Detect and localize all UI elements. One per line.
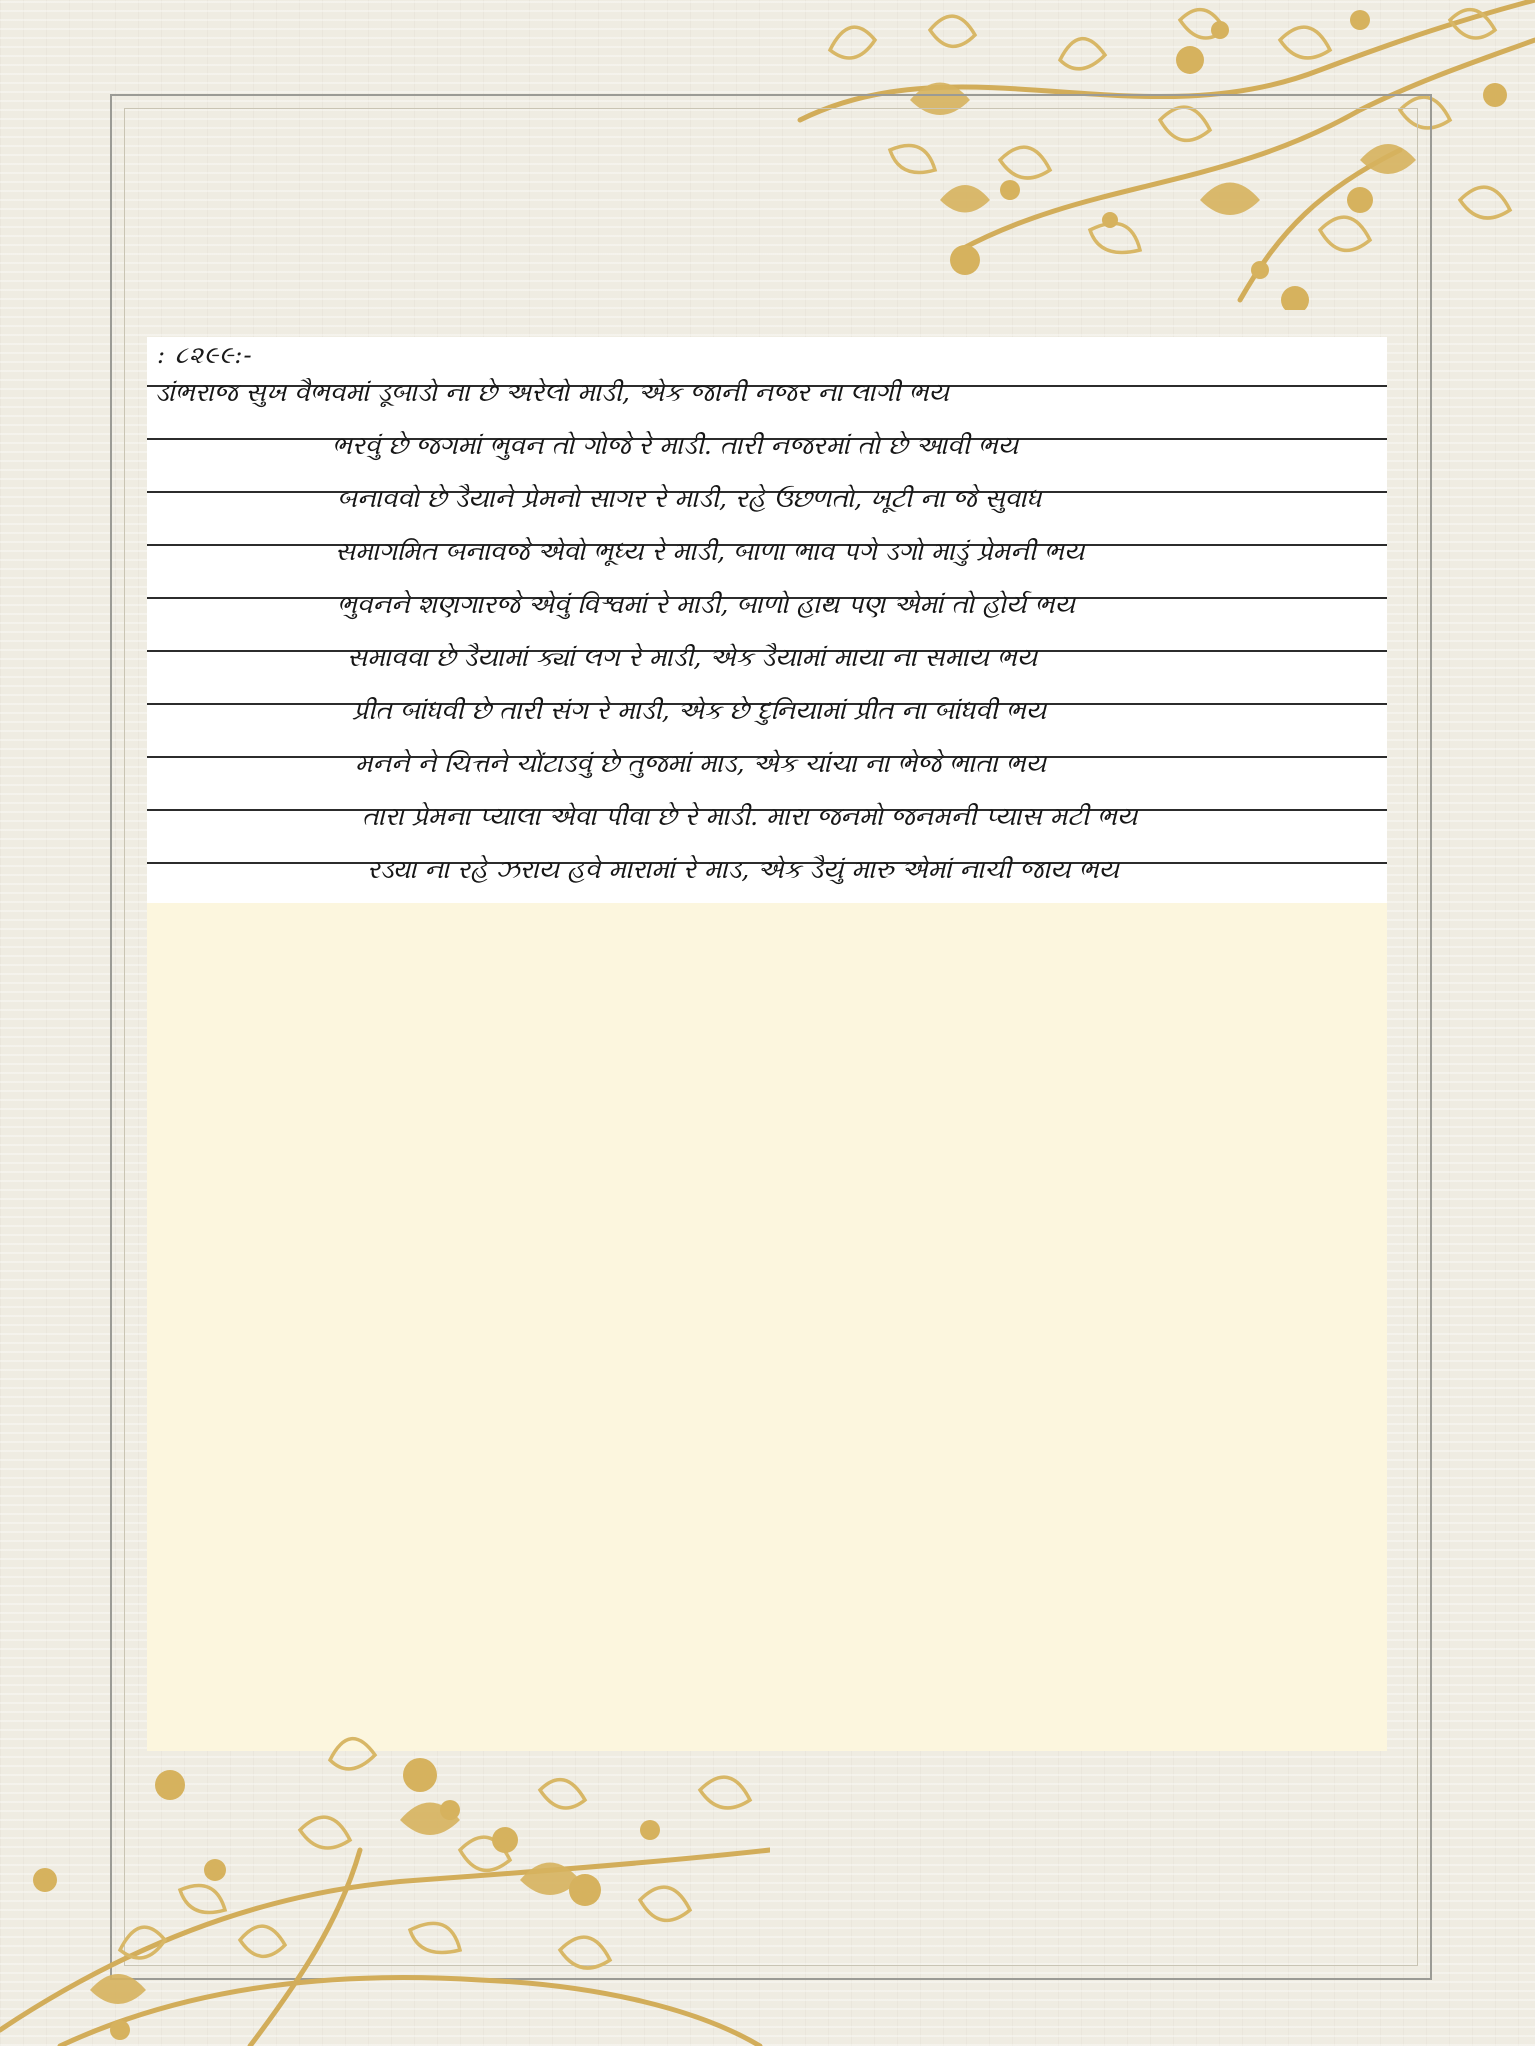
golden-branch-icon [0,1730,770,2046]
note-line: રડ્યા ના રહે ઝરાય હવે મારામાં રે માડ, એક ડૈયું મારુ એમાં નાચી જાય ભય [367,855,1120,884]
note-line: મનને ને ચિત્તને ચોંટાડવું છે તુજમાં માડ, એક ચાંચા ના ભેજે ભાતા ભય [355,749,1047,778]
handwritten-note [147,337,1387,903]
note-line: સમાગમિત બનાવજે એવો ભૂધ્ય રે માડી, બાળા ભાવ પગે ડગો માડું પ્રેમની ભય [335,537,1085,566]
note-line: પ્રીત બાંધવી છે તારી સંગ રે માડી, એક છે દુનિયામાં પ્રીત ના બાંધવી ભય [352,696,1047,725]
note-line: ભુવનને શણગારજે એવું વિશ્વમાં રે માડી, બાળો હાથ પણ એમાં તો હોર્ય ભય [337,590,1076,619]
note-line: ડાંભરાજ સુખ વૈભવમાં ડૂબાડો ના છે અરેલો માડી, એક જાની નજર ના લાગી ભય [155,378,950,407]
note-line: સમાવવા છે ડૈયામાં ક્યાં લગ રે માડી, એક ડૈયામાં માયા ના સમાય ભય [347,643,1038,672]
note-header: : ૮૨૯૯:- [157,341,253,369]
note-line: તારા પ્રેમના પ્યાલા એવા પીવા છે રે માડી. મારા જનમો જનમની પ્યાસ મટી ભય [362,802,1138,831]
note-line: ભરવું છે જગમાં ભુવન તો ગોજે રે માડી. તારી નજરમાં તો છે આવી ભય [332,431,1019,460]
note-line: બનાવવો છે ડૈયાને પ્રેમનો સાગર રે માડી, રહે ઉછળતો, ખૂટી ના જે સુવાધ [337,484,1042,513]
